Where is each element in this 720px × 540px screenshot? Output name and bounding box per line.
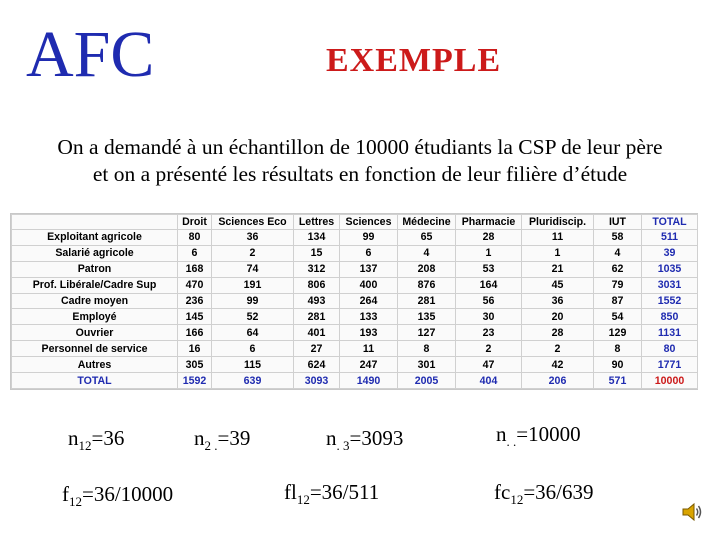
table-cell: 400 [340,277,398,293]
table-cell-total: 10000 [642,373,698,389]
table-cell: 16 [178,341,212,357]
table-cell: 80 [178,230,212,246]
formula-value: =39 [217,426,251,450]
table-cell: 53 [456,261,522,277]
table-cell: 115 [212,357,294,373]
formula-fl12 [284,482,379,506]
table-row [12,230,698,246]
table-cell: 470 [178,277,212,293]
table-cell: 54 [594,309,642,325]
table-cell: 30 [456,309,522,325]
formula-base: n [496,422,507,446]
table-cell: 56 [456,293,522,309]
table-cell: 90 [594,357,642,373]
table-cell: 493 [294,293,340,309]
contingency-table-container [10,213,698,390]
table-cell: 206 [522,373,594,389]
formula-base: fl [284,480,297,504]
table-cell: 8 [398,341,456,357]
formula-base: n [326,426,337,450]
table-cell: 4 [398,245,456,261]
table-cell-total: 511 [642,230,698,246]
table-cell: 624 [294,357,340,373]
table-cell: 79 [594,277,642,293]
table-cell: 312 [294,261,340,277]
table-cell: 27 [294,341,340,357]
intro-line-2: et on a présenté les résultats en fonction de leur filière d’étude [92,162,628,186]
formula-n12 [68,428,124,452]
formula-value: =10000 [516,422,581,446]
table-cell: 2 [212,245,294,261]
table-cell: 28 [522,325,594,341]
column-header: Sciences [340,215,398,230]
table-cell: 21 [522,261,594,277]
column-header: Pharmacie [456,215,522,230]
table-cell: 11 [340,341,398,357]
formula-base: n [68,426,79,450]
table-row [12,245,698,261]
column-header: Droit [178,215,212,230]
table-row [12,341,698,357]
table-header-row [12,215,698,230]
table-cell: 45 [522,277,594,293]
table-cell: 87 [594,293,642,309]
formula-subscript: 12 [69,494,82,510]
table-cell: 137 [340,261,398,277]
table-cell-total: 39 [642,245,698,261]
intro-line-1: On a demandé à un échantillon de 10000 étudiants la CSP de leur père [57,135,663,159]
table-cell: 247 [340,357,398,373]
table-cell: 64 [212,325,294,341]
row-label-total: TOTAL [12,373,178,389]
table-cell: 236 [178,293,212,309]
formula-value: =36/511 [309,480,380,504]
table-cell: 2005 [398,373,456,389]
table-cell: 2 [456,341,522,357]
table-cell: 1592 [178,373,212,389]
table-row [12,357,698,373]
table-cell: 191 [212,277,294,293]
table-cell: 6 [212,341,294,357]
row-label: Personnel de service [12,341,178,357]
contingency-table [11,214,698,389]
table-cell: 74 [212,261,294,277]
table-cell: 42 [522,357,594,373]
table-cell-total: 1771 [642,357,698,373]
table-cell: 99 [340,230,398,246]
row-label: Ouvrier [12,325,178,341]
column-header: Sciences Eco [212,215,294,230]
table-cell: 3093 [294,373,340,389]
column-header: Médecine [398,215,456,230]
table-cell: 168 [178,261,212,277]
table-cell: 281 [398,293,456,309]
table-cell: 20 [522,309,594,325]
intro-text [0,134,720,188]
table-cell: 2 [522,341,594,357]
table-cell: 62 [594,261,642,277]
table-cell: 401 [294,325,340,341]
row-label: Employé [12,309,178,325]
table-row [12,293,698,309]
table-cell: 1490 [340,373,398,389]
slide-subtitle: EXEMPLE [326,42,502,79]
table-cell: 166 [178,325,212,341]
formula-subscript: 12 [296,492,310,508]
table-cell: 305 [178,357,212,373]
speaker-icon[interactable] [680,500,704,524]
table-cell: 6 [340,245,398,261]
table-cell-total: 80 [642,341,698,357]
row-label: Salarié agricole [12,245,178,261]
table-cell-total: 1035 [642,261,698,277]
table-cell: 193 [340,325,398,341]
column-header: Pluridiscip. [522,215,594,230]
formula-base: f [62,482,69,506]
table-cell: 208 [398,261,456,277]
table-cell: 8 [594,341,642,357]
table-cell: 52 [212,309,294,325]
table-cell: 4 [594,245,642,261]
table-cell: 135 [398,309,456,325]
column-header: Lettres [294,215,340,230]
table-cell: 15 [294,245,340,261]
formula-value: =36/639 [523,480,594,504]
table-cell: 36 [522,293,594,309]
formula-f12 [62,484,173,508]
table-cell: 301 [398,357,456,373]
formula-base: fc [494,480,511,504]
table-cell: 264 [340,293,398,309]
column-header-total: TOTAL [642,215,698,230]
row-label: Cadre moyen [12,293,178,309]
table-cell: 639 [212,373,294,389]
formula-subscript: 12 [510,492,524,508]
table-cell: 127 [398,325,456,341]
table-cell: 99 [212,293,294,309]
row-label: Prof. Libérale/Cadre Sup [12,277,178,293]
column-header: IUT [594,215,642,230]
table-cell: 36 [212,230,294,246]
table-cell-total: 1131 [642,325,698,341]
formula-value: =36 [91,426,125,450]
table-cell: 28 [456,230,522,246]
formula-subscript: . 3 [336,438,350,454]
table-cell: 571 [594,373,642,389]
table-cell: 11 [522,230,594,246]
table-cell: 134 [294,230,340,246]
table-cell: 65 [398,230,456,246]
table-cell-total: 850 [642,309,698,325]
table-cell-total: 1552 [642,293,698,309]
table-cell: 6 [178,245,212,261]
table-cell: 133 [340,309,398,325]
table-cell-total: 3031 [642,277,698,293]
table-cell: 129 [594,325,642,341]
formula-fc12 [494,482,594,506]
table-cell: 281 [294,309,340,325]
table-row [12,325,698,341]
formula-ndotdot [496,424,581,448]
formula-subscript: 12 [78,438,92,454]
slide-title: AFC [26,18,155,91]
table-row [12,261,698,277]
table-cell: 1 [522,245,594,261]
row-label: Patron [12,261,178,277]
table-total-row [12,373,698,389]
row-label: Autres [12,357,178,373]
table-cell: 164 [456,277,522,293]
row-label: Exploitant agricole [12,230,178,246]
table-cell: 23 [456,325,522,341]
table-cell: 806 [294,277,340,293]
formula-subscript: . . [506,434,517,450]
table-cell: 47 [456,357,522,373]
formula-subscript: 2 . [204,438,218,454]
formula-value: =36/10000 [82,482,174,506]
table-cell: 145 [178,309,212,325]
formula-base: n [194,426,205,450]
formula-ndot3 [326,428,403,452]
header-corner [12,215,178,230]
table-cell: 58 [594,230,642,246]
table-row [12,309,698,325]
table-cell: 1 [456,245,522,261]
formula-n2dot [194,428,250,452]
formula-value: =3093 [349,426,404,450]
table-row [12,277,698,293]
table-cell: 404 [456,373,522,389]
table-cell: 876 [398,277,456,293]
